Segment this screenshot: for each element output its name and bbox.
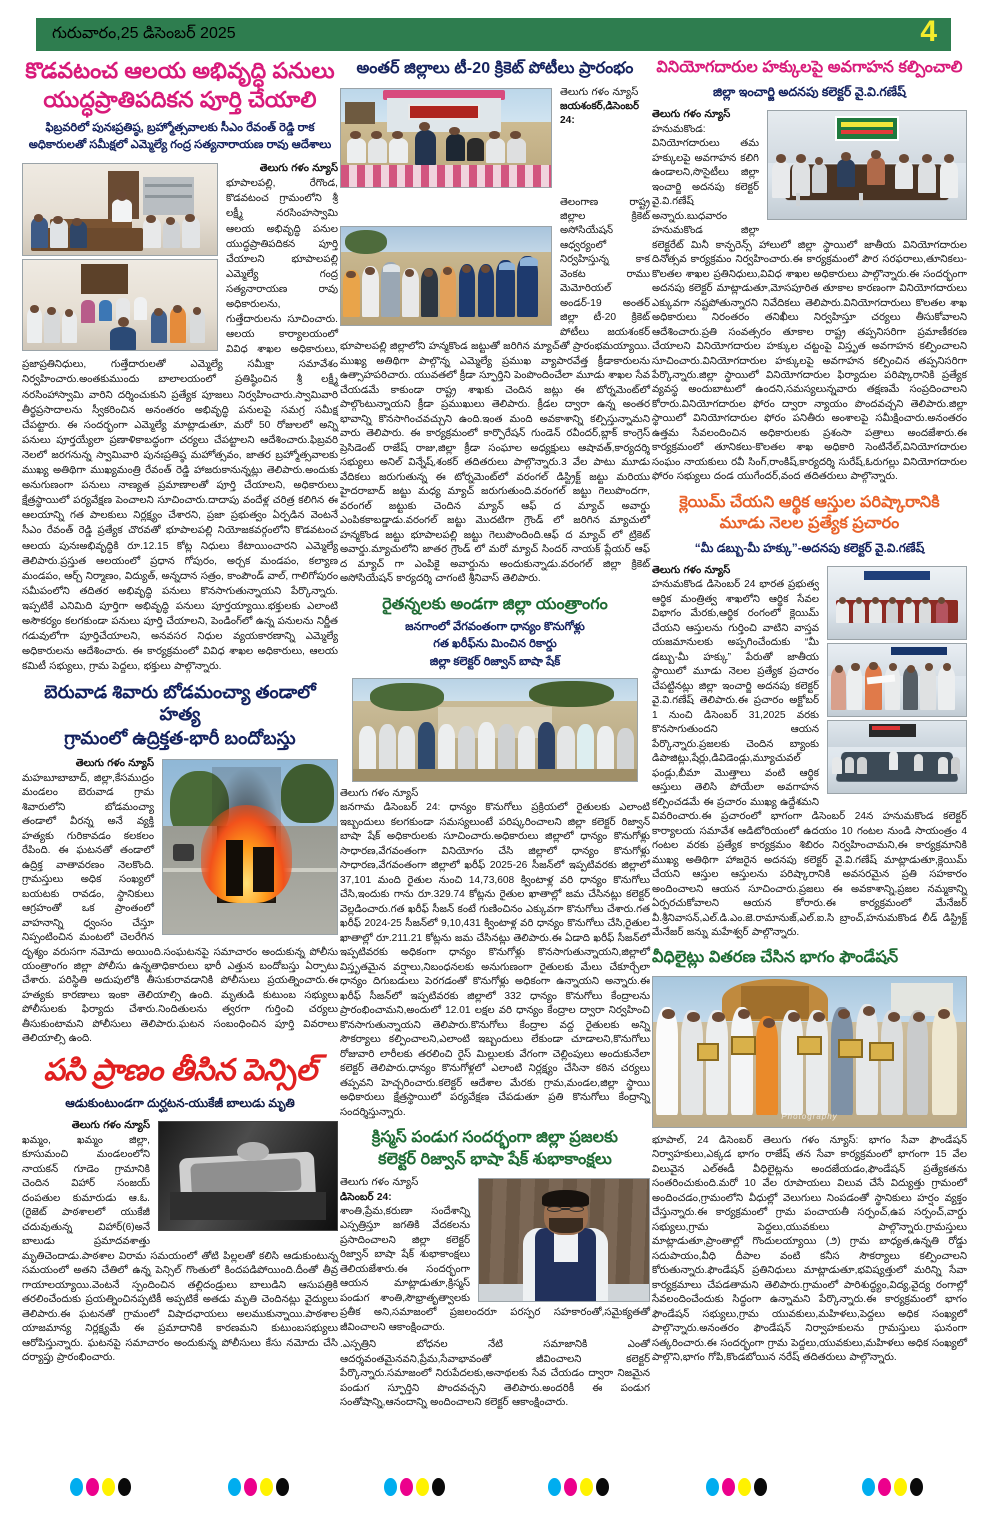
byline: తెలుగు గళం న్యూస్ (652, 564, 731, 576)
cyan-dot (706, 1478, 719, 1496)
byline: తెలుగు గళం న్యూస్ (75, 758, 154, 770)
magenta-dot (244, 1478, 257, 1496)
subheadline-1: జనగాంలో వేగవంతంగా ధాన్యం కొనుగోళ్లు (405, 621, 585, 634)
photo-paddy-center-visit (352, 678, 638, 782)
cyan-dot (228, 1478, 241, 1496)
subheadline: ఆడుకుంటుండగా దుర్ఘటన-యుకేజీ బాలుడు మృతి (65, 1096, 295, 1111)
photo-streetlight-handover (652, 976, 967, 1128)
black-dot (910, 1478, 923, 1496)
black-dot (432, 1478, 445, 1496)
byline: తెలుగు గళం న్యూస్ (340, 787, 419, 799)
story-streetlights-donation (652, 948, 967, 1365)
story-body: హనుమకొండ: వినియోగదారులు తమ హక్కులపై అవగాహన కలిగి ఉండాలని,సొసైటీలు జిల్లా ఇంచార్జి అదనపు కలెక్టర్ వై.వి.గణేష్ అన్నారు.బుధవారం హనుమకొండ జిల్లా కలెక్టరేట్ మినీ కాన్ఫరెన్స్ హాలులో జిల్లా స్థాయిలో జాతీయ వినియోగదారుల దినోత్సవ కార్యక్రమం నిర్వహించారు.ఈ కార్యక్రమంలో పౌర సరఫరాలు,తూనికలు-కొలతల శాఖల ప్రతినిధులు,వివిధ శాఖల అధికారులు పాల్గొన్నారు.ఈ సందర్భంగా అదనపు కలెక్టర్ మాట్లాడుతూ,మోసపూరిత తూకాల కారణంగా వినియోగదారులు ఎక్కువగా నష్టపోతున్నారని నివేదికలు తెలిపారు.వినియోగదారులు కొలతల శాఖ అధికారులు నిరంతరం తనిఖీలు నిర్వహిస్తూ చర్యలు తీసుకోవాలని ఆదేశించారు.ప్రతి సంవత్సరం తూకాల రాష్ట్ర తప్పనిసరిగా ప్రమాణీకరణ చేయాలని వినియోగదారుల హక్కుల చట్టంపై విస్తృత అవగాహన కల్పించాలని సూచించారు.వినియోగదారుల హక్కులపై అవగాహన కల్పించిన తప్పనిసరిగా పేర్కొన్నారు.జిల్లా స్థాయిలో వినియోగదారుల ఫిర్యాదుల పరిష్కారానికి ప్రత్యేక వ్యవస్థ అందుబాటులో ఉందని,సమస్యలున్నవారు తక్షణమే సంప్రదించాలని కోరారు.వినియోగదారుల ఫోరం ద్వారా న్యాయం పొందవచ్చని తెలిపారు.జిల్లా స్థాయిలో వినియోగదారుల ఫోరం పనితీరు అంశాలపై సమీక్షించారు.అనంతరం ఉత్తమ సేవలందించిన అధికారులకు ప్రశంసా పత్రాలు అందజేశారు.ఈ కార్యక్రమంలో తూనికలు-కొలతల శాఖ అధికారి సెంటినేల్,వినియోగదారుల సంఘం నాయకులు రవీ సింగ్,రాంకిష్,కార్యదర్శి సురేష్,ఓరుగల్లు వినియోగదారుల ఫోరం సభ్యులు దండ యుగేందర్,వంద తదితరులు పాల్గొన్నారు. (652, 123, 967, 483)
byline: తెలుగు గళం న్యూస్ (259, 163, 338, 175)
headline: పసి ప్రాణం తీసిన పెన్సిల్ (43, 1053, 317, 1087)
byline: తెలుగు గళం న్యూస్ (340, 1177, 419, 1189)
column-right (652, 54, 967, 1366)
dateline: జనగామ డిసెంబర్ 24: (340, 802, 441, 814)
column-middle (340, 54, 650, 1411)
byline: తెలుగు గళం న్యూస్ (652, 109, 731, 121)
black-dot (754, 1478, 767, 1496)
story-body (340, 801, 650, 1120)
magenta-dot (564, 1478, 577, 1496)
headline-line-2: గ్రామంలో ఉద్రిక్తత-భారీ బందోబస్తు (64, 728, 296, 749)
masthead-bar (36, 14, 951, 51)
photo-consumer-day-meeting (767, 110, 967, 220)
story-consumer-rights (652, 58, 967, 485)
story-body: మహబూబాబాద్, జిల్లా,కేసముద్రం మండలం బెరువాడ గ్రామ శివారులోని బోడమంచ్యా తండాలో వీరన్న అనే వ్యక్తి హత్యకు గురికావడం కలకలం రేపింది. ఈ ఘటనతో తండాలో ఉద్రిక్త వాతావరణం నెలకొంది. గ్రామస్తులు అధిక సంఖ్యలో బయటకు రావడం, స్థానికులు ఆగ్రహంతో ఒక ప్రాంతంలో వాహనాన్ని ధ్వంసం చేస్తూ నిప్పంటించిన మంటలో చెలరేగిన దృశ్యం వరుసగా నమోదు అయింది.సంఘటనపై సమాచారం అందుకున్న పోలీసు యంత్రాంగం జిల్లా పోలీసు ఉన్నతాధికారులు భారీ ఎత్తున బందోబస్తు ఏర్పాటు చేశారు. పరిస్థితి అదుపులోకి తీసుకురావడానికి పోలీసులు ప్రయత్నించారు.ఈ హత్యకు కారణాలు ఇంకా తెలియాల్సి ఉంది. మృతుడి కుటుంబ సభ్యులు పోలీసులకు ఫిర్యాదు చేశారు.నిందితులను త్వరగా గుర్తించి చర్యలు తీసుకుంటామని పోలీసులు తెలిపారు.ఘటన సంబంధించిన పూర్తి వివరాలు తెలియాల్సి ఉంది. (22, 772, 338, 1045)
cmyk-registration-bar (0, 1478, 987, 1506)
photo-hospital-bw (158, 1121, 338, 1231)
story-paddy-procurement (340, 595, 650, 1120)
cmyk-group (70, 1478, 131, 1496)
magenta-dot (400, 1478, 413, 1496)
headline: వినియోగదారుల హక్కులపై అవగాహన కల్పించాలి (656, 59, 963, 76)
cmyk-group (384, 1478, 445, 1496)
story-temple-development (22, 58, 338, 674)
magenta-dot (722, 1478, 735, 1496)
subheadline: జిల్లా ఇంచార్జి అదనపు కలెక్టర్ వై.వి.గణేష్ (713, 84, 906, 99)
magenta-dot (86, 1478, 99, 1496)
cyan-dot (548, 1478, 561, 1496)
yellow-dot (894, 1478, 907, 1496)
yellow-dot (416, 1478, 429, 1496)
story-body: భూపాలపల్లి, రేగొండ, కొడవటంచ గ్రామంలోని శ్రీ లక్ష్మీ నరసింహస్వామి ఆలయ అభివృద్ధి పనుల యుద్ధప్రాతిపదికన పూర్తి చేయాలని భూపాలపల్లి ఎమ్మెల్యే గంద్ర సత్యనారాయణ రావు అధికారులను, గుత్తేదారులను సూచించారు. ఆలయ కార్యాలయంలో వివిధ శాఖల అధికారులు, ప్రజాప్రతినిధులు, గుత్తేదారులతో ఎమ్మెల్యే సమీక్షా సమావేశం నిర్వహించారు.అంతకుముందు బాలాలయంలో ప్రతిష్ఠించిన శ్రీ లక్ష్మీ నరసింహాస్వామి వారిని దర్శించుకుని ప్రత్యేక పూజలు నిర్వహించారు.స్వామివారి తీర్థప్రసాదాలను స్వీకరించిన అనంతరం అభివృద్ధి పనులపై సమగ్ర సమీక్ష చేపట్టారు. ఈ సందర్భంగా ఎమ్మెల్యే మాట్లాడుతూ, మరో 50 రోజులలో అన్ని పనులు పూర్తయ్యేలా ప్రణాళికాబద్ధంగా చర్యలు చేపట్టాలని ఆదేశించారు.ఫిబ్రవరి నెలలో జరగనున్న స్వామివారి పునఃప్రతిష్ఠ మహోత్సవం, జాతర బ్రహ్మోత్సవాలకు ముఖ్య అతిథిగా ముఖ్యమంత్రి రేవంత్ రెడ్డి హాజరుకానున్నట్లు తెలిపారు.అందుకు అనుగుణంగా పనులు నాణ్యత ప్రమాణాలతో పూర్తి చేయాలని, అధికారులు క్షేత్రస్థాయిలో పర్యవేక్షణ పెంచాలని సూచించారు.దాదాపు వందేళ్ల చరిత్ర కలిగిన ఈ ఆలయాన్ని గత పాలకులు నిర్లక్ష్యం చేశారని, ప్రజా ప్రభుత్వం ఏర్పడిన వెంటనే సీఎం రేవంత్ రెడ్డి ప్రత్యేక చొరవతో భూపాలపల్లి నియోజకవర్గంలోని కొడవటంచ ఆలయ పునఃఅభివృద్ధికి రూ.12.15 కోట్ల నిధులు కేటాయించారని ఎమ్మెల్యే తెలిపారు.ప్రస్తుత ఆలయంలో ప్రధాన గోపురం, అర్చక మండపం, కల్యాణ మండపం, ఆర్చ్ నిర్మాణం, విద్యుత్, అన్నదాన సత్రం, కాంపౌండ్ వాల్, గాలిగోపురం సమీపంలోని తదితర అభివృద్ధి పనులు కొనసాగుతున్నాయని పేర్కొన్నారు. ఇప్పటికే ఎనిమిది పూర్తిగా అభివృద్ధి పనులు పూర్తయ్యాయి.భక్తులకు ఎలాంటి అసౌకర్యం కలగకుండా పనులు పూర్తి చేయాలని, పెండింగ్‌లో ఉన్న పనులను నిర్ణీత గడువులోగా పూర్తిచేయాలని, అనవసర నిధుల వ్యయకారణాన్ని ఎమ్మెల్యే అధికారులను ఆదేశించారు. ఈ కార్యక్రమంలో వివిధ శాఖల అధికారులు, ఆలయ కమిటీ సభ్యులు, గ్రామ పెద్దలు, భక్తులు పాల్గొన్నారు. (22, 178, 338, 673)
cmyk-group (706, 1478, 767, 1496)
dateline: జయశంకర్,డిసెంబర్ 24: (560, 101, 640, 127)
yellow-dot (738, 1478, 751, 1496)
story-body-2: .ఎస్పత్రిని బోధనల నేటి సమాజానికి ఎంతో ఆదర్శవంతమైనవని,ప్రేమ,సేవాభావంతో జీవించాలని కలెక్టర్ పేర్కొన్నారు.సమాజంలో నిరుపేదలకు,అనాథలకు సేవ చేయడం ద్వారా నిజమైన పండుగ స్ఫూర్తిని పొందవచ్చని తెలిపారు.అందరికీ ఈ పండుగ సంతోషాన్ని,ఆనందాన్ని అందించాలని కలెక్టర్ ఆకాంక్షించారు. (340, 1339, 650, 1409)
cyan-dot (384, 1478, 397, 1496)
masthead-date: గురువారం,25 డిసెంబర్ 2025 (52, 24, 236, 42)
cyan-dot (70, 1478, 83, 1496)
story-t20-cricket (340, 59, 650, 587)
columns-container (22, 54, 967, 1454)
black-dot (596, 1478, 609, 1496)
subheadline: “మీ డబ్బు-మీ హక్కు”-అదనపు కలెక్టర్ వై.వి.గణేష్ (694, 540, 925, 555)
story-body: శాంతి,ప్రేమ,కరుణా సందేశాన్ని ఎస్పత్రిస్తూ జగతికి వేదకలను ప్రసాదించాలని జిల్లా కలెక్టర్ రిజ్వాన్ బాషా షేక్ శుభాకాంక్షలు తెలియజేశారు.ఈ సందర్భంగా ఆయన మాట్లాడుతూ,క్రిస్మస్ పండుగ శాంతి,సౌభ్రాతృత్వాలకు ప్రతీక అని,సమాజంలో ప్రజలందరూ పరస్పర సహకారంతో,సమైక్యతతో జీవించాలని ఆకాంక్షించారు. (340, 1206, 650, 1333)
body-continued: ధాన్యం కొనుగోలు ప్రక్రియలో రైతులకు ఎలాంటి ఇబ్బందులు కలగకుండా సమస్యలుంటే పరిష్కరించాలని జిల్లా కలెక్టర్ రిజ్వాన్ బాషా షేక్ అధికారులకు సూచించారు.అధికారులు జిల్లాలో ధాన్యం కొనుగోళ్లు సాధారణ,వేగవంతంగా వినియోగం చేసి జిల్లాలో ధాన్యం కొనుగోళ్లు సాధారణ,వేగవంతంగా జిల్లాలో ఖరీఫ్ 2025-26 సీజన్‌లో ఇప్పటివరకు జిల్లాలో 37,101 మంది రైతుల నుంచి 14,73,608 క్వింటాళ్ల వరి ధాన్యం కొనుగోలు చేసి,ఇందుకు గాను రూ.329.74 కోట్లను రైతుల ఖాతాల్లో జమ చేసినట్లు కలెక్టర్ వెల్లడించారు.గత ఖరీఫ్ సీజన్ కంటే గుణించినం ఎక్కువగా కొనుగోలు చేశారు.గత ఖరీఫ్ 2024-25 సీజన్‌లో 9,10,431 క్వింటాళ్ల వరి ధాన్యం కొనుగోలు చేసి,రైతుల ఖాతాల్లో రూ.211.21 కోట్లను జమ చేసినట్లు తెలిపారు.ఈ ఏడాది ఖరీఫ్ సీజన్‌లో ఇప్పటివరకు అధికంగా ధాన్యం కొనుగోళ్లు కొనసాగుతున్నాయని,జిల్లాలో విస్తృతమైన వర్షాలు,నిబంధనలకు అనుగుణంగా రైతులకు మేలు చేకూర్చేలా ధాన్యం దిగుబడులు పెరగడంతో కొనుగోళ్లు అధికంగా ఉన్నాయని అన్నారు.ఈ ఖరీఫ్ సీజన్‌లో ఇప్పటివరకు జిల్లాలో 332 ధాన్యం కొనుగోలు కేంద్రాలను ప్రారంభించామని,అందులో 12.01 లక్షల వరి ధాన్యం కేంద్రాల ద్వారా నిర్వహించి కొనసాగుతున్నాయని తెలిపారు.కొనుగోలు కేంద్రాల వద్ద రైతులకు అన్ని సౌకర్యాలు కల్పించాలని,ఎలాంటి ఇబ్బందులు లేకుండా చూడాలని,కొనుగోలు రోజువారి లారీలకు తరలించి రైస్ మిల్లులకు వేగంగా చెల్లింపులు అందుకునేలా కలెక్టర్ తెలిపారు.ధాన్యం కొనుగోళ్లలో ఎలాంటి నిర్లక్ష్యం చేసినా కఠిన చర్యలు తప్పవని హెచ్చరించారు.కలెక్టర్ ఆదేశాల మేరకు గ్రామ,మండల,జిల్లా స్థాయి అధికారులు క్షేత్రస్థాయిలో పర్యవేక్షణ చేపడుతూ ప్రతి కొనుగోలు కేంద్రాన్ని సందర్శిస్తున్నారు. (340, 802, 650, 1118)
headline: అంతర్ జిల్లాలు టీ-20 క్రికెట్ పోటీలు ప్రారంభం (356, 60, 634, 77)
cmyk-group (228, 1478, 289, 1496)
byline: తెలుగు గళం న్యూస్ (560, 86, 639, 98)
cmyk-group (862, 1478, 923, 1496)
headline-line-1: క్రిస్మస్ పండుగ సందర్భంగా జిల్లా ప్రజలకు (371, 1129, 619, 1146)
story-christmas-greetings (340, 1128, 650, 1411)
black-dot (118, 1478, 131, 1496)
column-left (22, 54, 338, 1366)
story-murder-beruvada (22, 682, 338, 1047)
subheadline-2: అధికారులతో సమీక్షలో ఎమ్మెల్యే గంద్ర సత్యనారాయణ రావు ఆదేశాలు (28, 138, 332, 151)
headline-line-2: మూడు నెలల ప్రత్యేక ప్రచారం (719, 515, 900, 533)
photo-vehicle-fire (162, 759, 338, 935)
photo-cricket-inauguration (340, 88, 552, 188)
subheadline-1: ఫిబ్రవరిలో పునఃప్రతిష్ఠ, బ్రహ్మోత్సవాలకు సీఎం రేవంత్ రెడ్డి రాక (45, 121, 315, 134)
magenta-dot (878, 1478, 891, 1496)
headline-line-2: కలెక్టర్ రిజ్వాన్ భాషా షేక్ శుభాకాంక్షలు (378, 1150, 612, 1168)
photo-watermark: Photography (781, 1112, 838, 1121)
story-body: తెలంగాణ రాష్ట్ర జిల్లాల క్రికెట్ అసోసియేషన్ ఆధ్వర్యంలో నిర్వహిస్తున్న కాక వెంకట రాము మెమోరియల్ అండర్-19 అంతర్ జిల్లా టీ-20 క్రికెట్ పోటీలు జయశంకర్ భూపాలపల్లి జిల్లాలోని హన్మకొండ జట్టుతో జరిగిన మ్యాచ్‌తో ప్రారంభమయ్యాయి. ముఖ్య అతిథిగా పాల్గొన్న ఎమ్మెల్యే ప్రముఖ వ్యాపారవేత్త క్రీడాకారులను ఉత్సాహపరిచారు. యువతలో క్రీడా స్ఫూర్తిని పెంపొందించేలా మూడు శాఖల సేవ చేయడమే కాకుండా రాష్ట్ర శాఖకు చెందిన జట్లు ఈ టోర్నమెంట్‌లో పాల్గొంటున్నాయని క్రీడా ప్రముఖులు తెలిపారు. క్రీడల ద్వారా ఉన్న అంతర భావాన్ని కొనసాగించవచ్చుని ఉంది.ఇంత మంది అవకాశాన్ని కల్పిస్తున్నామని వారు తెలిపారు. ఈ కార్యక్రమంలో కార్పొరేషన్ గుండెన్ రవీందర్,బ్లాక్ కాంగ్రెస్ ప్రెసిడెంట్ రాజేష్ రాజు,జిల్లా క్రీడా సంఘాల అధ్యక్షులు ఆషావత్,కార్యదర్శి సభ్యులు అనిల్ విన్నేష్,శంకర్ తదితరులు పాల్గొన్నారు.3 వేల పాటు మూడు వేదికలు జరుగుతున్న ఈ టోర్నమెంట్‌లో వరంగల్ డిస్ట్రిక్ట్ జట్టు మరియు హైదరాబాద్ జట్టు మధ్య మ్యాచ్ జరుగుతుంది.వరంగల్ జట్టు గెలుపొందగా, వరంగల్ జట్టుకు చెందిన మ్యాన్ ఆఫ్ ద మ్యాచ్ అవార్డు ఎంపికకాబడ్డాడు.వరంగల్ జట్టు మొదటిగా గ్రౌండ్ లో జరిగిన మ్యాచులో హన్మకొండ జట్టు భూపాలపల్లి జట్టు గెలుపొందింది.ఆఫ్ ద మ్యాచ్ లో ట్రికెట్ అవార్డు.మ్యాచులోని జాతర గ్రౌండ్ లో మరో మ్యాచ్ సిందర్ నాయక్ ప్లేయర్ ఆఫ్ ద మ్యాచ్ గా ఎంపికై అవార్డును అందుకున్నాడు.వరంగల్ జిల్లా క్రికెట్ అసోసియేషన్ కార్యదర్శి చాగంటి శ్రీనివాస్ తెలిపారు. (340, 196, 650, 585)
headline: రైతన్నలకు అండగా జిల్లా యంత్రాంగం (382, 595, 608, 613)
byline: తెలుగు గళం న్యూస్ (71, 1120, 150, 1132)
photo-collector-portrait (478, 1178, 650, 1302)
yellow-dot (260, 1478, 273, 1496)
subheadline-2: గత ఖరీఫ్‌ను మించిన రికార్డు (433, 638, 557, 651)
story-unclaimed-assets (652, 493, 967, 941)
photo-players-greeting (340, 226, 552, 326)
story-body: హనుమకొండ డిసెంబర్ 24 భారత ప్రభుత్వ ఆర్థిక మంత్రిత్వ శాఖలోని ఆర్థిక సేవల విభాగం మేరకు,ఆర్థిక రంగంలో క్లెయిమ్ చేయని ఆస్తులను గుర్తించి వాటిని వాస్తవ యజమానులకు అప్పగించేందుకు “మీ డబ్బు-మీ హక్కు” పేరుతో జాతీయ స్థాయిలో మూడు నెలల ప్రత్యేక ప్రచారం చేపట్టినట్లు జిల్లా ఇంచార్జి అదనపు కలెక్టర్ వై.వి.గణేష్ తెలిపారు.ఈ ప్రచారం అక్టోబర్ 1 నుంచి డిసెంబర్ 31,2025 వరకు కొనసాగుతుందని ఆయన పేర్కొన్నారు.ప్రజలకు చెందిన బ్యాంకు డిపాజిట్లు,షేర్లు,డివిడెండ్లు,మ్యూచువల్ ఫండ్లు,బీమా మొత్తాలు వంటి ఆర్థిక ఆస్తులు తెలిసి పోయేలా అవగాహన కల్పించడమే ఈ ప్రచారం ముఖ్య ఉద్దేశమని వివరించారు.ఈ ప్రచారంలో భాగంగా డిసెంబర్ 24న హనుమకొండ కలెక్టర్ కార్యాలయ సమావేశ ఆడిటోరియంలో ఉదయం 10 గంటల నుండి సాయంత్రం 4 గంటల వరకు ప్రత్యేక కార్యక్రమం శిబిరం నిర్వహించామని,ఈ కార్యక్రమానికి ముఖ్య అతిథిగా హాజరైన అదనపు కలెక్టర్ వై.వి.గణేష్ మాట్లాడుతూ,క్లెయిమ్ చేయని ఆస్తుల ఆస్తులను పరిష్కారానికి అవసరమైన ప్రతి సహకారం అందించాలని ఆయన సూచించారు.ప్రజలు ఈ అవకాశాన్ని,ప్రజల నమ్మకాన్ని ఏర్పరచుకోవాలని ఆయన కోరారు.ఈ కార్యక్రమంలో మేనేజర్ వీ.శ్రీనివాసన్,ఎల్.డి.ఎం.జె.రామానుజ్,ఎల్.ఐ.సి బ్రాంచ్,హనుమకొండ లీడ్ డిస్ట్రిక్ట్ మేనేజర్ జన్ను మహేశ్వర్ పాల్గొన్నారు. (652, 579, 967, 938)
cyan-dot (862, 1478, 875, 1496)
story-body: భూపాల్, 24 డిసెంబర్ తెలుగు గళం న్యూస్: భాగం సేవా ఫౌండేషన్ నిర్వాహకులు,ఎక్కడ భాగం రాజేష్ తన సేవా కార్యక్రమంలో భాగంగా 15 వేల విలువైన ఎల్‌ఈడీ వీధిలైట్లను అందజేయడం,ఫౌండేషన్ ప్రత్యేకతను సంతరించుకుంది.మరో 10 వేల రూపాయలు విలువ చేసే విద్యుత్తు గ్రామంలో అందించడం,గ్రామంలోని వీధుల్లో వెలుగులు నింపడంతో స్థానికులు హర్షం వ్యక్తం చేస్తున్నారు.ఈ కార్యక్రమంలో గ్రామ పంచాయతీ సర్పంచ్,ఉప సర్పంచ్,వార్డు సభ్యులు,గ్రామ పెద్దలు,యువకులు పాల్గొన్నారు.గ్రామస్తులు మాట్లాడుతూ,ప్రాంతాల్లో గొందులయ్యాయి (౨) గ్రామ బాధ్యత,ఉన్నతి రోడ్డు సదుపాయం,వీధి దీపాల వంటి కనీస సౌకర్యాలు కల్పించాలని కోరుతున్నారు.ఫౌండేషన్ ప్రతినిధులు మాట్లాడుతూ,భవిష్యత్తులో మరిన్ని సేవా కార్యక్రమాలు చేపడతామని తెలిపారు.గ్రామంలో పారిశుద్ధ్యం,విద్య,వైద్య రంగాల్లో సేవలందించేందుకు సిద్ధంగా ఉన్నామని పేర్కొన్నారు.ఈ కార్యక్రమంలో భాగం ఫౌండేషన్ సభ్యులు,గ్రామ యువకులు,మహిళలు,పెద్దలు అధిక సంఖ్యలో పాల్గొన్నారు.అనంతరం ఫౌండేషన్ నిర్వాహకులను గ్రామస్తులు ఘనంగా సత్కరించారు.ఈ సందర్భంగా గ్రామ పెద్దలు,యువకులు,మహిళలు అధిక సంఖ్యలో పాల్గొని,భాగం గోపి,కొండబోయిన నరేష్ తదితరులు పాల్గొన్నారు. (652, 1135, 967, 1364)
dateline: డిసెంబర్ 24: (340, 1191, 392, 1203)
headline-line-1: క్లెయిమ్ చేయని ఆర్థిక ఆస్తుల పరిష్కారానికి (679, 493, 940, 511)
subheadline-3: జిల్లా కలెక్టర్ రిజ్వాన్ బాషా షేక్ (429, 655, 561, 668)
cmyk-group (548, 1478, 609, 1496)
headline: వీధిలైట్లు వితరణ చేసిన భాగం ఫౌండేషన్ (652, 949, 899, 967)
yellow-dot (102, 1478, 115, 1496)
story-pencil-death (22, 1053, 338, 1366)
headline-line-1: బెరువాడ శివారు బోడమంచ్యా తండాలో హత్య (44, 682, 316, 725)
yellow-dot (580, 1478, 593, 1496)
page-number: 4 (920, 14, 937, 48)
headline-line-2: యుద్ధప్రాతిపదికన పూర్తి చేయాలి (43, 86, 317, 112)
black-dot (276, 1478, 289, 1496)
headline-line-1: కొడవటంచ ఆలయ అభివృద్ధి పనులు (25, 58, 335, 83)
photo-campaign-stage (827, 566, 967, 794)
photo-review-meeting (22, 163, 218, 351)
story-body: ఖమ్మం, ఖమ్మం జిల్లా, కూసుమంచి మండలంలోని నాయకన్ గూడెం గ్రామానికి చెందిన విహార్ సంజయ్ దంపతుల కుమారుడు ఆ.ఓ.(రైజెట్ పాఠశాలలో యుకేజీ చదువుతున్న విహార్(6)అనే బాలుడు ప్రమాదవశాత్తు మృతిచెందాడు.పాఠశాల విరామ సమయంలో తోటి పిల్లలతో కలిసి ఆడుకుంటున్న సమయంలో అతని చేతిలో ఉన్న పెన్సిల్ గొంతులో కిందపడిపోయింది.దీంతో తీవ్ర గాయాలయ్యాయి.వెంటనే స్పందించిన తల్లిదండ్రులు బాలుడిని ఆసుపత్రికి తరలించేందుకు ప్రయత్నించినప్పటికీ అప్పటికే అతడు మృతి చెందినట్లు వైద్యులు తెలిపారు.ఈ ఘటనతో గ్రామంలో విషాదఛాయలు అలముకున్నాయి.పాఠశాల యాజమాన్య నిర్లక్ష్యమే ఈ ప్రమాదానికి కారణమని కుటుంబసభ్యులు ఆరోపిస్తున్నారు. ఘటనపై సమాచారం అందుకున్న పోలీసులు కేసు నమోదు చేసి దర్యాప్తు ప్రారంభించారు. (22, 1134, 338, 1364)
